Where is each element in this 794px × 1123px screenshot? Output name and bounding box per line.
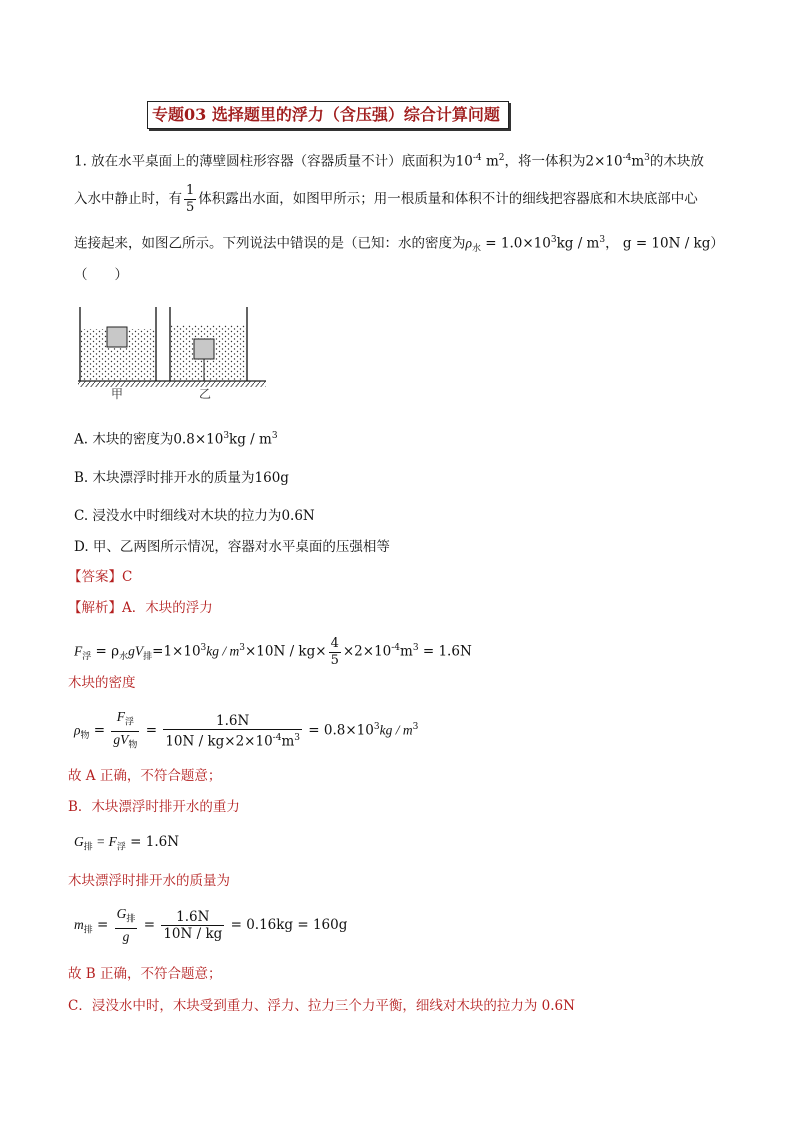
eq2-rhs-unit: kg / m — [379, 722, 413, 738]
option-a-unit: kg / m — [229, 431, 272, 448]
g-value: ， g = 10N / kg） — [605, 235, 724, 252]
question-line-2 — [74, 180, 698, 218]
option-a — [74, 426, 278, 450]
option-b — [74, 468, 289, 488]
option-d — [74, 537, 390, 557]
figure-label-left: 甲 — [111, 387, 124, 401]
question-text: 入水中静止时，有 — [74, 191, 182, 207]
b-conclusion: 故 B 正确，不符合题意； — [68, 966, 222, 982]
eq1-e: m — [400, 643, 413, 660]
rho-subscript: 水 — [471, 244, 481, 255]
eq4-f1-num-sub: 排 — [126, 914, 136, 925]
option-c — [74, 506, 315, 526]
option-a-unit-exponent: 3 — [271, 431, 278, 441]
eq2-f2-den-unit-exp: 3 — [294, 732, 300, 743]
eq2-lhs: ρ — [74, 722, 81, 738]
rho-exponent: 3 — [550, 235, 557, 245]
option-a-text: A. 木块的密度为 — [74, 431, 174, 448]
rho-unit-exponent: 3 — [599, 235, 606, 245]
eq4-lhs-sub: 排 — [83, 925, 93, 936]
question-text: 连接起来，如图乙所示。下列说法中错误的是（已知：水的密度为 — [74, 235, 466, 252]
eq2-f2-den-unit: m — [281, 733, 295, 750]
eq2-f2-num: 1.6N — [163, 713, 302, 730]
equation-buoyancy — [74, 630, 472, 675]
volume-unit: m — [631, 153, 645, 170]
page-title: 专题03 选择题里的浮力（含压强）综合计算问题 — [152, 105, 500, 124]
volume-unit-exponent: 3 — [644, 153, 650, 163]
equation-displaced-weight — [74, 832, 179, 858]
equation-displaced-mass: $m_排$ = $\frac{G_排}{g}$ = $\frac{1.6N}{10N / kg}$ = 0.16kg = 160g — [74, 906, 348, 944]
area-unit-exponent: 2 — [498, 153, 505, 163]
question-text: 的木块放 — [649, 153, 704, 170]
eq3-mid: = F — [92, 834, 117, 849]
area-unit: m — [485, 153, 499, 170]
eq3-rhs: = 1.6N — [125, 834, 180, 850]
eq2-f2-den-wrap — [163, 730, 302, 750]
answer-line — [68, 567, 132, 587]
analysis-intro — [68, 598, 213, 618]
eq2-f1-den: gV — [113, 731, 129, 747]
equation-density: $\rho_物$ = $\frac{F_浮}{gV_物}$ = $\frac{1.6N}{10N / kg\times 2\times 10^{-4}m^3}$ = $0.8\times 10^3kg / m^3$ — [74, 704, 418, 759]
wood-block-left — [107, 327, 127, 347]
eq1-mid-sub: 水 — [119, 652, 129, 663]
question-line-1 — [74, 148, 704, 172]
eq2-f1-den-wrap — [111, 732, 139, 754]
figure-label-right: 乙 — [199, 387, 212, 401]
eq4-lhs: m — [74, 917, 84, 932]
question-text: 1. 放在水平桌面上的薄壁圆柱形容器（容器质量不计）底面积为 — [74, 153, 456, 170]
eq2-fraction-1 — [111, 709, 139, 753]
eq3-lhs-sub: 排 — [83, 842, 93, 853]
container-figure — [74, 305, 274, 405]
eq1-f: = 1.6N — [418, 643, 472, 660]
eq2-fraction-2 — [163, 713, 302, 750]
eq4-f1-num: G — [116, 906, 127, 922]
title-box — [147, 101, 509, 129]
eq1-b: kg / m — [206, 643, 240, 659]
eq1-d: ×2×10 — [342, 643, 392, 660]
eq1-lhs-sub: 浮 — [82, 652, 92, 663]
eq4-f1-num-wrap — [115, 906, 138, 929]
b-intro: B．木块漂浮时排开水的重力 — [68, 799, 240, 815]
rho-unit: kg / m — [556, 235, 600, 252]
fraction-numerator: 1 — [186, 183, 195, 198]
eq4-fraction-2 — [161, 909, 224, 942]
a-conclusion: 故 A 正确，不符合题意； — [68, 768, 222, 784]
volume-value: 2×10 — [585, 153, 623, 170]
eq2-rhs: = 0.8×10 — [304, 722, 374, 739]
eq2-f1-num-sub: 浮 — [125, 717, 135, 728]
answer-label: 【答案】 — [68, 569, 122, 585]
eq1-frac-den: 5 — [330, 652, 339, 668]
eq1-lhs: F — [74, 643, 83, 659]
eq1-c: ×10N / kg× — [245, 643, 327, 660]
eq2-rhs-unit-exp: 3 — [412, 722, 419, 732]
eq4-f1-den: g — [122, 928, 130, 944]
option-a-exponent: 3 — [223, 431, 230, 441]
option-b-value: 160g — [254, 470, 289, 486]
eq4-rhs: = 0.16kg = 160g — [226, 917, 348, 933]
eq2-lhs-sub: 物 — [80, 731, 90, 742]
eq2-rhs-exp: 3 — [373, 722, 380, 732]
analysis-a-intro: A．木块的浮力 — [122, 600, 213, 616]
density-label: 木块的密度 — [68, 675, 136, 691]
eq2-f1-num: F — [116, 708, 126, 724]
area-exponent: -4 — [472, 153, 482, 163]
option-c-value: 0.6N — [281, 508, 315, 524]
eq3-mid-sub: 浮 — [116, 842, 126, 853]
analysis-label: 【解析】 — [68, 600, 122, 616]
eq3-lhs: G — [74, 834, 84, 849]
wood-block-right — [194, 339, 214, 359]
eq2-f2-den: 10N / kg×2×10 — [165, 733, 273, 750]
eq1-mid2-sub: 排 — [143, 652, 153, 663]
rho-symbol: ρ — [465, 235, 472, 251]
eq1-b-exp: 3 — [239, 643, 245, 653]
question-line-3 — [74, 230, 724, 259]
volume-exponent: -4 — [622, 153, 632, 163]
eq1-frac-num: 4 — [330, 635, 339, 651]
fraction-one-fifth — [184, 183, 196, 216]
eq1-d-exp: -4 — [391, 643, 401, 653]
fraction-denominator: 5 — [186, 200, 195, 215]
eq1-a: =1×10 — [152, 643, 201, 660]
rho-value: = 1.0×10 — [481, 235, 551, 252]
answer-blank: （ ） — [74, 267, 128, 283]
eq1-e-exp: 3 — [412, 643, 419, 653]
eq2-f1-num-wrap — [111, 709, 139, 732]
option-c-text: C. 浸没水中时细线对木块的拉力为 — [74, 508, 282, 524]
question-text: 体积露出水面，如图甲所示；用一根质量和体积不计的细线把容器底和木块底部中心 — [198, 191, 698, 207]
eq2-f1-den-sub: 物 — [128, 740, 138, 751]
eq4-fraction-1 — [115, 906, 138, 945]
option-b-text: B. 木块漂浮时排开水的质量为 — [74, 470, 255, 486]
question-text: ，将一体积为 — [504, 153, 586, 170]
containers-diagram — [74, 305, 274, 401]
c-intro: C．浸没水中时，木块受到重力、浮力、拉力三个力平衡，细线对木块的拉力为 0.6N — [68, 998, 575, 1014]
option-d-text: D. 甲、乙两图所示情况，容器对水平桌面的压强相等 — [74, 539, 390, 555]
area-value: 10 — [455, 153, 473, 170]
eq1-mid2: gV — [128, 643, 144, 659]
eq4-f2-num: 1.6N — [161, 909, 224, 926]
option-a-value: 0.8×10 — [173, 431, 224, 448]
eq2-f2-den-exp: -4 — [272, 732, 282, 743]
ground-hatch — [78, 381, 266, 387]
eq4-f2-den: 10N / kg — [163, 926, 223, 942]
eq1-fraction — [329, 636, 341, 669]
eq1-mid: = ρ — [91, 643, 120, 660]
mass-label: 木块漂浮时排开水的质量为 — [68, 873, 230, 889]
eq1-a-exp: 3 — [200, 643, 207, 653]
answer-value: C — [122, 569, 133, 585]
